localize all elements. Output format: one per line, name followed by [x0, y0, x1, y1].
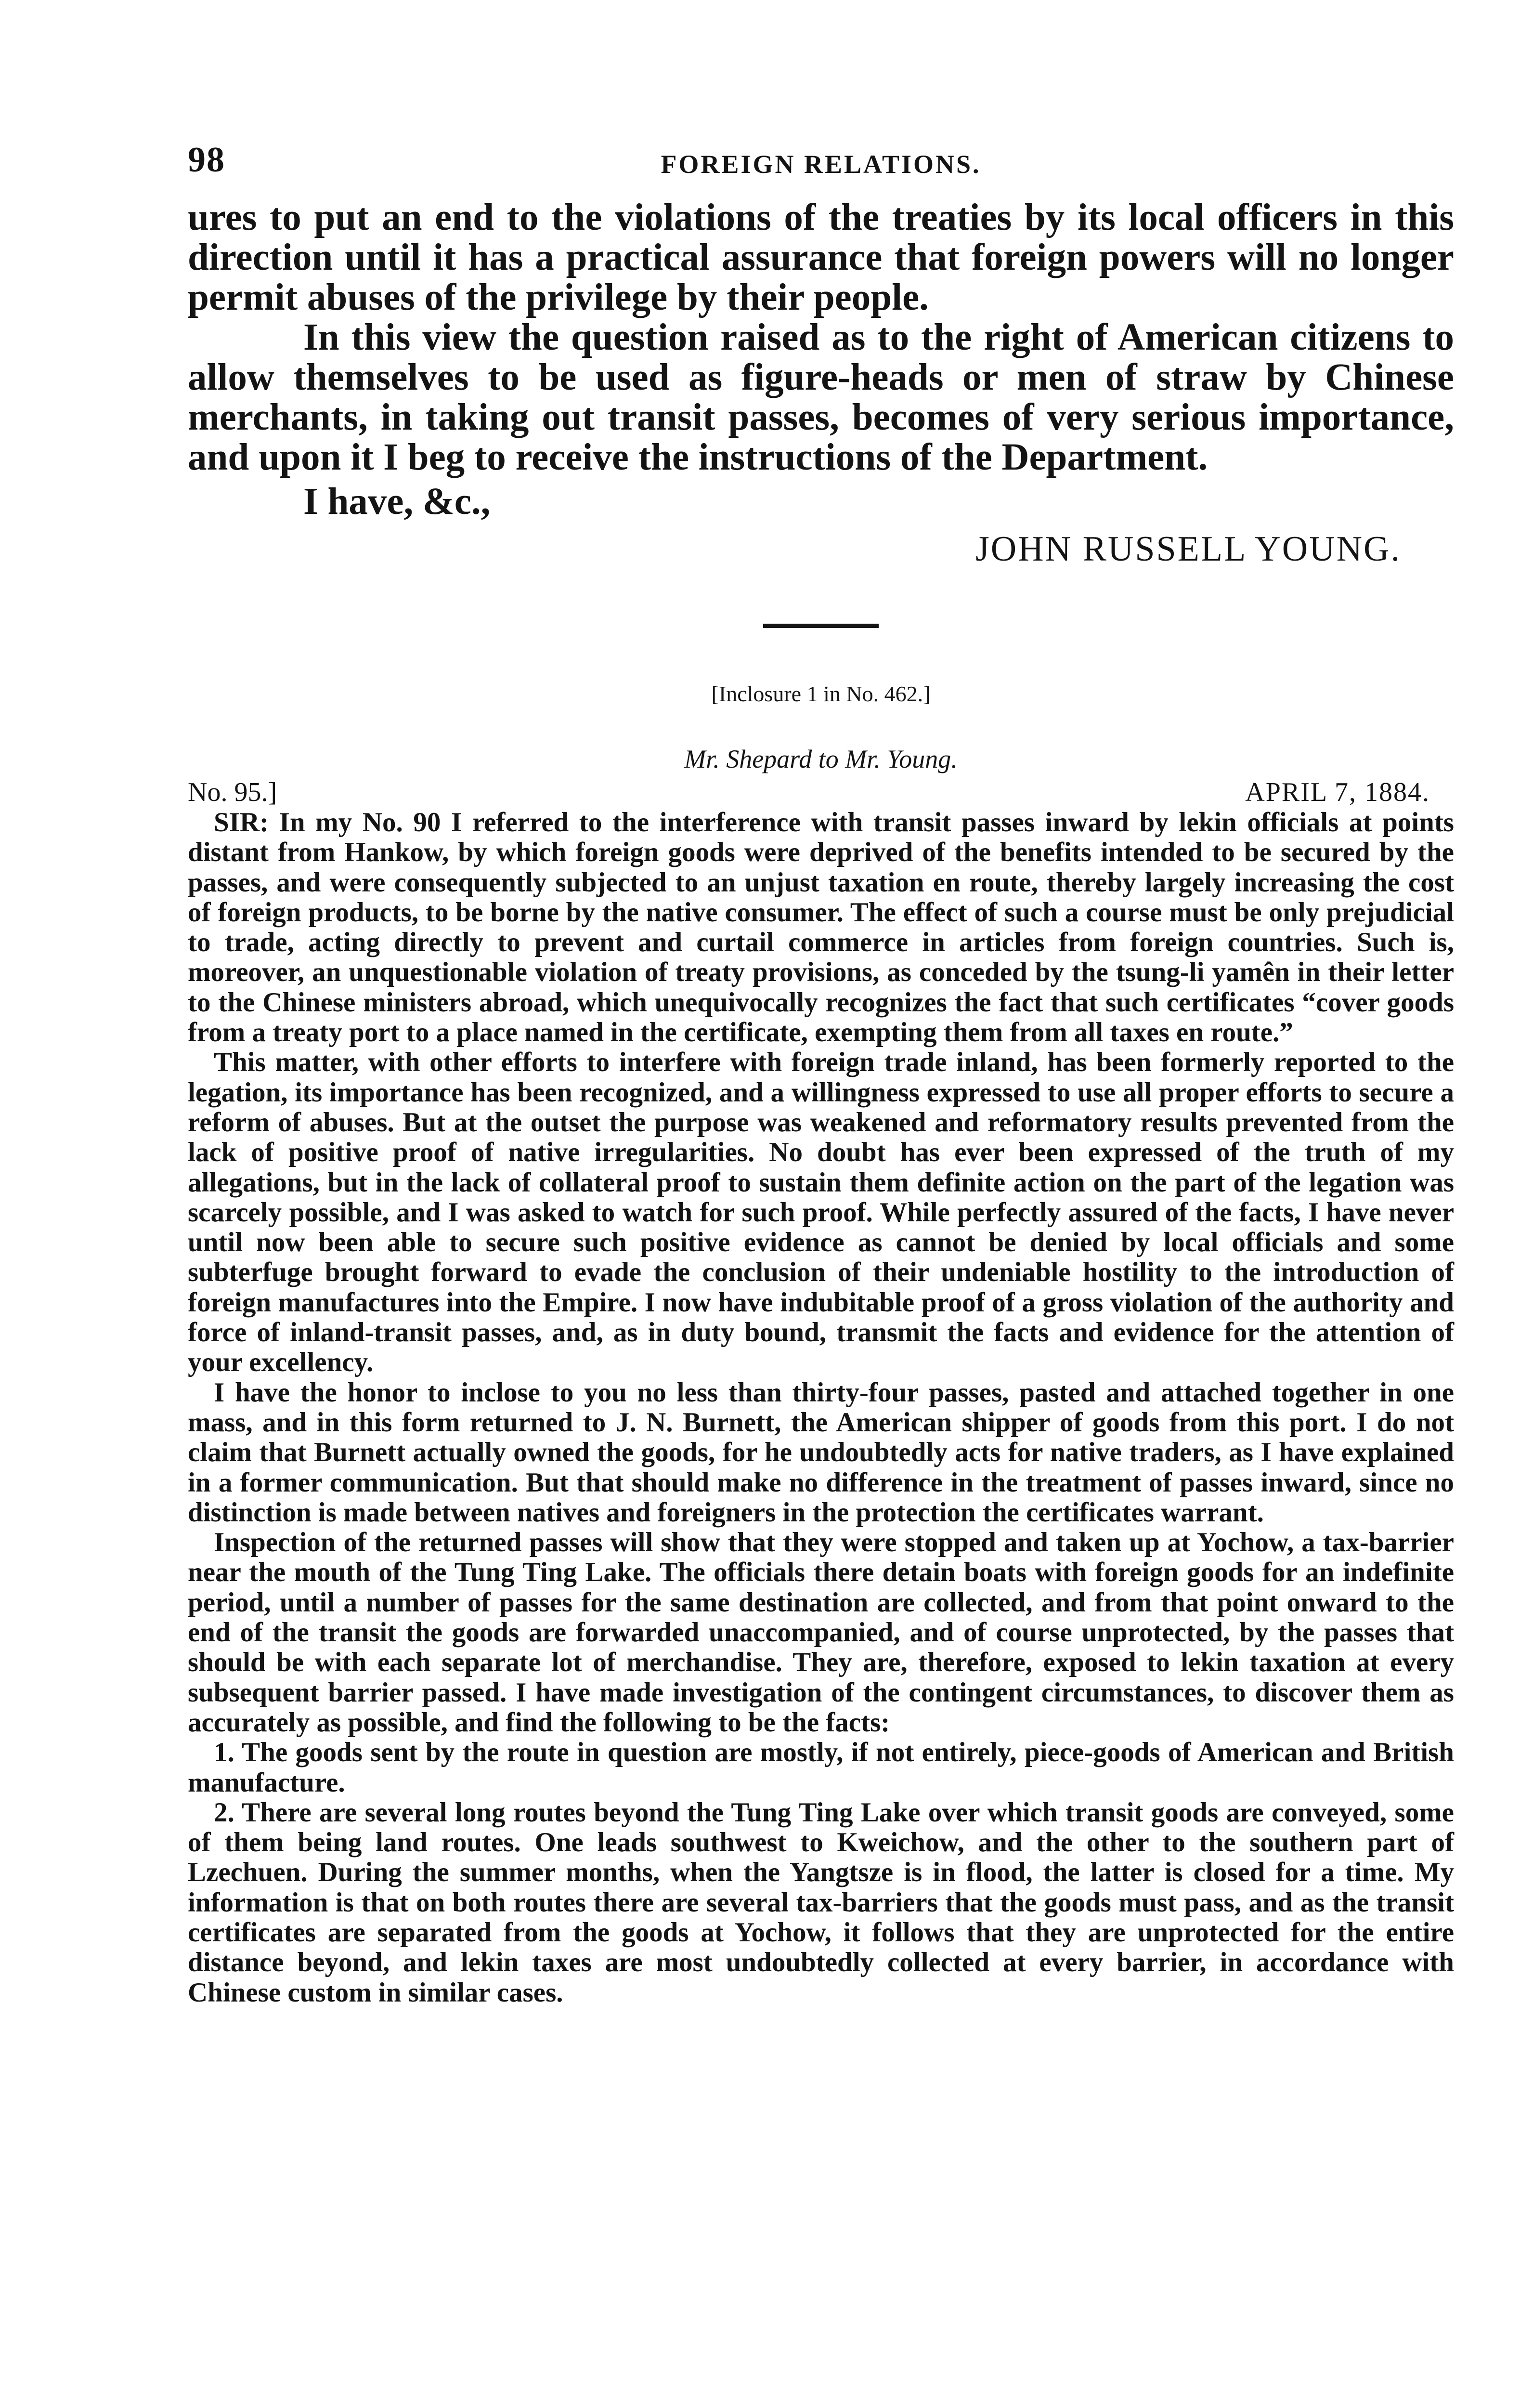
page-header: [188, 140, 1454, 197]
letter-date: APRIL 7, 1884.: [1245, 777, 1430, 807]
paragraph: I have the honor to inclose to you no less than thirty-four passes, pasted and attached together in one mass, and in this form returned to J. N. Burnett, the American shipper of goods from this port. I do not claim that Burnett actually owned the goods, for he undoubtedly acts for native traders, as I have explained in a former communication. But that should make no difference in the treatment of passes inward, since no distinction is made between natives and foreigners in the protection the certificates warrant.: [188, 1377, 1454, 1528]
paragraph: This matter, with other efforts to interfere with foreign trade inland, has been formerly reported to the legation, its importance has been recognized, and a willingness expressed to use all proper efforts to secure a reform of abuses. But at the outset the purpose was weakened and reformatory results prevented from the lack of positive proof of native irregularities. No doubt has ever been expressed of the truth of my allegations, but in the lack of collateral proof to sustain them definite action on the part of the legation was scarcely possible, and I was asked to watch for such proof. While perfectly assured of the facts, I have never until now been able to secure such positive evidence as cannot be denied by local officials and some subterfuge brought forward to evade the conclusion of their undeniable hostility to the introduction of foreign manufactures into the Empire. I now have indubitable proof of a gross violation of the authority and force of inland-transit passes, and, as in duty bound, transmit the facts and evidence for the attention of your excellency.: [188, 1047, 1454, 1378]
list-item: 1. The goods sent by the route in question are mostly, if not entirely, piece-goods of American and British manufacture.: [188, 1737, 1454, 1798]
letter-conclusion: [188, 197, 1454, 477]
paragraph-text: In my No. 90 I referred to the interference with transit passes inward by lekin officials at points distant from Hankow, by which foreign goods were deprived of the benefits intended to be secured by the passes, and were consequently subjected to an unjust taxation en route, thereby largely increasing the cost of foreign products, to be borne by the native consumer. The effect of such a course must be only prejudicial to trade, acting directly to prevent and curtail commerce in articles from foreign countries. Such is, moreover, an unquestionable violation of treaty provisions, as conceded by the tsung-li yamên in their letter to the Chinese ministers abroad, which unequivocally recognizes the fact that such certificates “cover goods from a treaty port to a place named in the certificate, exempting them from all taxes en route.”: [188, 807, 1454, 1048]
paragraph: Inspection of the returned passes will show that they were stopped and taken up at Yochow, a tax-barrier near the mouth of the Tung Ting Lake. The officials there detain boats with foreign goods for an indefinite period, until a number of passes for the same destination are collected, and from that point onward to the end of the transit the goods are forwarded unaccompanied, and of course unprotected, by the passes that should be with each separate lot of merchandise. They are, therefore, exposed to lekin taxation at every subsequent barrier passed. I have made investigation of the contingent circumstances, to discover them as accurately as possible, and find the following to be the facts:: [188, 1527, 1454, 1738]
document-page: [188, 140, 1454, 2008]
paragraph: ures to put an end to the violations of the treaties by its local officers in this direction until it has a practical assurance that foreign powers will no longer permit abuses of the privilege by their people.: [188, 196, 1454, 318]
signature: JOHN RUSSELL YOUNG.: [975, 529, 1401, 569]
letter-number: No. 95.]: [188, 777, 277, 807]
closing: I have, &c.,: [303, 481, 491, 523]
letter-heading: Mr. Shepard to Mr. Young.: [684, 745, 958, 773]
page-number: 98: [188, 140, 225, 180]
salutation: SIR:: [214, 807, 269, 838]
enclosure-body: [188, 808, 1454, 2008]
running-title: FOREIGN RELATIONS.: [661, 150, 981, 179]
list-item: 2. There are several long routes beyond the Tung Ting Lake over which transit goods are conveyed, some of them being land routes. One leads southwest to Kweichow, and the other to the southern part of Lzechuen. During the summer months, when the Yangtsze is in flood, the latter is closed for a time. My information is that on both routes there are several tax-barriers that the goods must pass, and as the transit certificates are separated from the goods at Yochow, it follows that they are unprotected for the entire distance beyond, and lekin taxes are most undoubtedly collected at every barrier, in accordance with Chinese custom in similar cases.: [188, 1797, 1454, 2008]
enclosure-label: [Inclosure 1 in No. 462.]: [711, 681, 931, 706]
letter-meta: [188, 777, 1454, 808]
paragraph: [188, 808, 1454, 1047]
section-divider: [763, 624, 879, 628]
paragraph: In this view the question raised as to the right of American citizens to allow themselves to be used as figure-heads or men of straw by Chinese merchants, in taking out transit passes, becomes of very serious importance, and upon it I beg to receive the instructions of the Department.: [188, 316, 1454, 478]
